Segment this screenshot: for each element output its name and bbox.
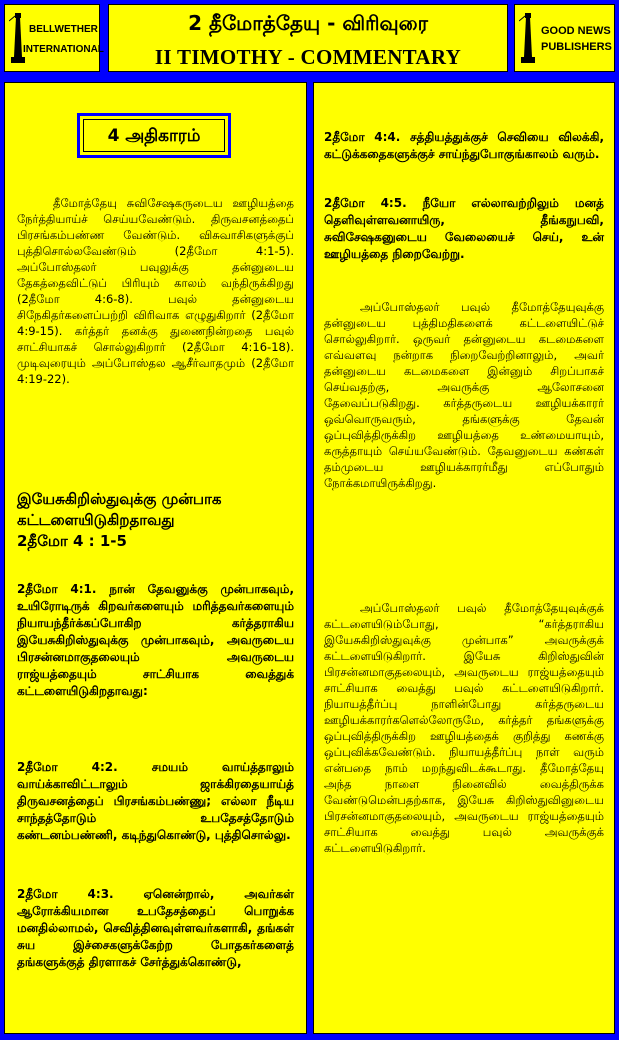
lighthouse-icon [519,13,537,65]
verse-4-3: 2தீமோ 4:3. ஏனென்றால், அவர்கள் ஆரோக்கியமான உபதேசத்தைப் பொறுக்க மனதில்லாமல், செவித்தினவுள்ளவர்களாகி, தங்கள் சுய இச்சைகளுக்கேற்ற போதகர்களைத் தங்களுக்குத் திரளாகச் சேர்த்துக்கொண்டு, [17,887,294,969]
verse-4-2: 2தீமோ 4:2. சமயம் வாய்த்தாலும் வாய்க்காவிட்டாலும் ஜாக்கிரதையாய்த் திருவசனத்தைப் பிரசங்கம்பண்ணு; எல்லா நீடிய சாந்தத்தோடும் உபதேசத்தோடும் கண்டனம்பண்ணி, கடிந்துகொண்டு, புத்திசொல்லு. [17,760,294,842]
left-column [4,82,307,1034]
title-tamil: 2 தீமோத்தேயு - விரிவுரை [188,11,428,35]
section-heading [17,489,294,552]
logo-left-line2: INTERNATIONAL [23,44,104,55]
right-column [313,82,615,1034]
header-bar [0,0,619,78]
commentary-paragraph-2: அப்போஸ்தலர் பவுல் தீமோத்தேயுவுக்குக் கட்டளையிடும்போது, “கர்த்தராகிய இயேசுகிறிஸ்துவுக்கு முன்பாக” அவருக்குக் கட்டளையிடுகிறார். இயேசு கிறிஸ்துவின் பிரசன்னமாகுதலையும், அவருடைய ராஜ்யத்தையும் சாட்சியாக வைத்து பவுல் கட்டளையிடுகிறார். நியாயத்தீர்ப்பு நாளின்போது கர்த்தருடைய ஊழியக்காரர்களெல்லோருமே, கர்த்தர் தங்களுக்கு ஒப்புவித்திருக்கிற ஊழியத்தைக் குறித்து கணக்கு ஒப்புவிக்கவேண்டும். நியாயத்தீர்ப்பு நாள் வரும் என்பதை நாம் மறந்துவிடக்கூடாது. தீமோத்தேயு அந்த நாளை நினைவில் வைத்திருக்க வேண்டுமென்பதற்காக, இயேசு கிறிஸ்துவினுடைய பிரசன்னமாகுதலையும், அவருடைய ராஜ்யத்தையும் சாட்சியாக வைத்து பவுல் அவருக்குக் கட்டளையிடுகிறார். [324,601,604,855]
verse-4-4: 2தீமோ 4:4. சத்தியத்துக்குச் செவியை விலக்கி, கட்டுக்கதைகளுக்குச் சாய்ந்துபோகுங்காலம் வரும். [324,130,604,161]
section-heading-text: இயேசுகிறிஸ்துவுக்கு முன்பாக கட்டளையிடுகிறதாவது [17,490,222,529]
verse-4-5: 2தீமோ 4:5. நீயோ எல்லாவற்றிலும் மனத் தெளிவுள்ளவனாயிரு, தீங்கநுபவி, சுவிசேஷகனுடைய வேலையைச் செய், உன் ஊழியத்தை நிறைவேற்று. [324,196,604,261]
commentary-paragraph-1: அப்போஸ்தலர் பவுல் தீமோத்தேயுவுக்கு தன்னுடைய புத்திமதிகளைக் கட்டளையிட்டுச் சொல்லுகிறார். ஒருவர் தன்னுடைய கடமைகளை எவ்வளவு நன்றாக நிறைவேற்றினாலும், அவர் தன்னுடைய கடமைகளை இன்னும் சிறப்பாகச் செய்வதற்கு, அவருக்கு ஆலோசனை தேவைப்படுகிறது. கர்த்தருடைய ஊழியக்காரர் ஒவ்வொருவரும், தங்களுக்கு தேவன் ஒப்புவித்திருக்கிற ஊழியத்தை உண்மையாயும், கருத்தாயும் செய்யவேண்டும். தேவனுடைய கண்கள் தம்முடைய ஊழியக்காரர்மீது எப்போதும் நோக்கமாயிருக்கிறது. [324,300,604,490]
publisher-logo-left [4,4,104,72]
logo-left-line1: BELLWETHER [29,24,98,35]
logo-right-line2: PUBLISHERS [541,41,612,53]
lighthouse-icon [9,13,27,65]
section-heading-ref: 2தீமோ 4 : 1-5 [17,532,127,550]
title-english: II TIMOTHY - COMMENTARY [154,45,462,69]
chapter-box [77,113,231,158]
intro-paragraph: தீமோத்தேயு சுவிசேஷகருடைய ஊழியத்தை நேர்த்தியாய்ச் செய்யவேண்டும். திருவசனத்தைப் பிரசங்கம்பண்ண வேண்டும். விசுவாசிகளுக்குப் புத்திசொல்லவேண்டும் (2தீமோ 4:1-5). அப்போஸ்தலர் பவுலுக்கு தன்னுடைய தேகத்தைவிட்டுப் பிரியும் காலம் வந்திருக்கிறது (2தீமோ 4:6-8). பவுல் தன்னுடைய சிநேகிதர்களைப்பற்றி விரிவாக எழுதுகிறார் (2தீமோ 4:9-15). கர்த்தர் தனக்கு துணைநின்றதை பவுல் சாட்சியாகச் சொல்லுகிறார் (2தீமோ 4:16-18). முடிவுரையும் அப்போஸ்தல ஆசீர்வாதமும் (2தீமோ 4:19-22). [17,196,294,386]
verse-4-1: 2தீமோ 4:1. நான் தேவனுக்கு முன்பாகவும், உயிரோடிருக் கிறவர்களையும் மரித்தவர்களையும் நியாயந்தீர்க்கப்போகிற கர்த்தராகிய இயேசுகிறிஸ்துவுக்கு முன்பாகவும், அவருடைய பிரசன்னமாகுதலையும் அவருடைய ராஜ்யத்தையும் சாட்சியாக வைத்துக் கட்டளையிடுகிறதாவது: [17,582,294,698]
logo-right-line1: GOOD NEWS [541,25,611,37]
chapter-title: 4 அதிகாரம் [83,119,225,152]
title-box [108,4,508,72]
publisher-logo-right [514,4,615,72]
